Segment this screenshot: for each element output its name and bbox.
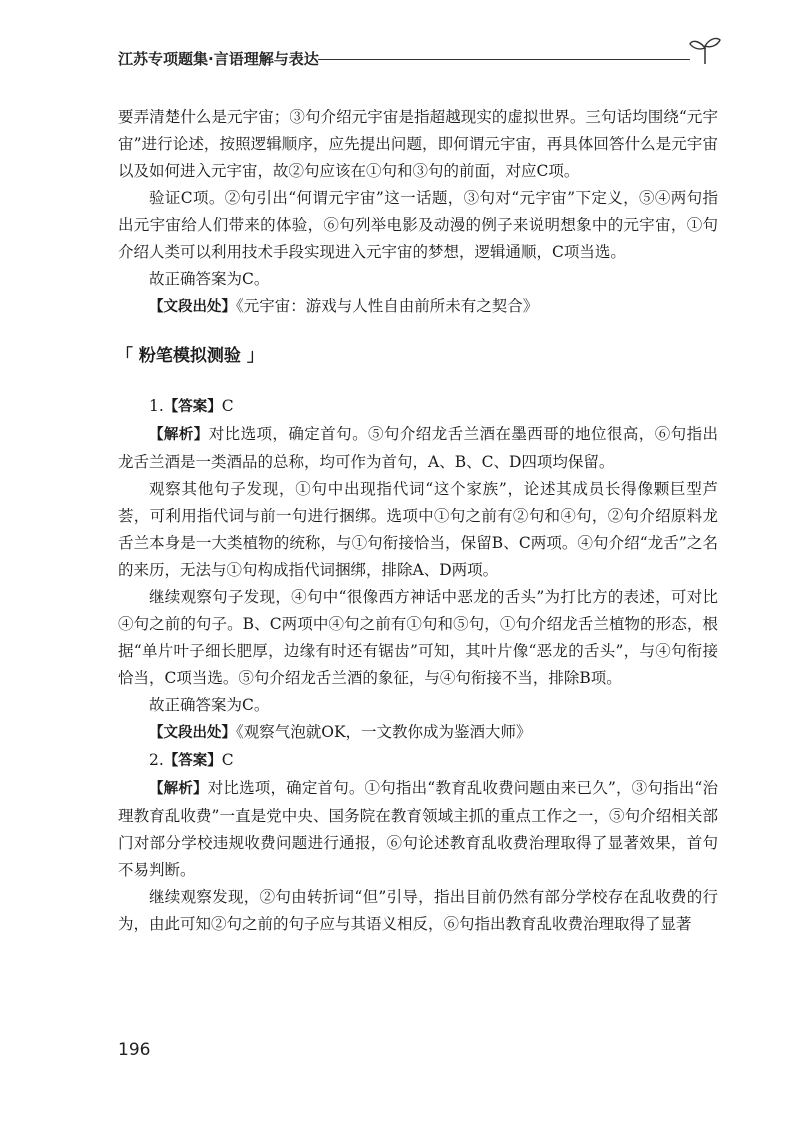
section-title: 「 粉笔模拟测验 」 <box>116 346 264 366</box>
paragraph: 故正确答案为C。 <box>149 696 270 714</box>
analysis-text: 对比选项，确定首句。⑤句介绍龙舌兰酒在墨西哥的地位很高，⑥句指出龙舌兰酒是一类酒品的总称，均可作为首句，A、B、C、D四项均保留。 <box>118 425 718 471</box>
source-label: 【文段出处】 <box>149 725 236 741</box>
answer-value: C <box>221 751 234 769</box>
sprout-icon <box>688 36 722 66</box>
paragraph: 观察其他句子发现，①句中出现指代词“这个家族”，论述其成员长得像颗巨型芦荟，可利用指代词与前一句进行捆绑。选项中①句之前有②句和④句，②句介绍原料龙舌兰本身是一大类植物的统称，与①句衔接恰当，保留B、C两项。④句介绍“龙舌”之名的来历，无法与①句构成指代词捆绑，排除A、D两项。 <box>118 480 718 579</box>
source-label: 【文段出处】 <box>149 299 236 315</box>
answer-line <box>118 393 718 421</box>
answer-value: C <box>221 397 234 415</box>
paragraph: 要弄清楚什么是元宇宙；③句介绍元宇宙是指超越现实的虚拟世界。三句话均围绕“元宇宙”进行论述，按照逻辑顺序，应先提出问题，即何谓元宇宙，再具体回答什么是元宇宙以及如何进入元宇宙，故②句应该在①句和③句的前面，对应C项。 <box>118 108 718 180</box>
paragraph: 继续观察句子发现，④句中“很像西方神话中恶龙的舌头”为打比方的表述，可对比④句之前的句子。B、C两项中④句之前有①句和⑤句，①句介绍龙舌兰植物的形态，根据“单片叶子细长肥厚，边缘有时还有锯齿”可知，其叶片像“恶龙的舌头”，与④句衔接恰当，C项当选。⑤句介绍龙舌兰酒的象征，与④句衔接不当，排除B项。 <box>118 588 718 687</box>
analysis-label: 【解析】 <box>149 427 209 443</box>
analysis-text: 对比选项，确定首句。①句指出“教育乱收费问题由来已久”，③句指出“治理教育乱收费”一直是党中央、国务院在教育领域主抓的重点工作之一，⑤句介绍相关部门对部分学校违规收费问题进行通报，⑥句论述教育乱收费治理取得了显著效果，首句不易判断。 <box>118 779 719 879</box>
source-text: 《观察气泡就OK，一文教你成为鉴酒大师》 <box>236 723 532 741</box>
answer-label: 【答案】 <box>163 753 222 769</box>
analysis-paragraph <box>118 421 718 476</box>
running-header <box>118 34 730 74</box>
page-body <box>118 104 718 938</box>
paragraph: 验证C项。②句引出“何谓元宇宙”这一话题，③句对“元宇宙”下定义，⑤④两句指出元宇宙给人们带来的体验，⑥句列举电影及动漫的例子来说明想象中的元宇宙，①句介绍人类可以利用技术手段实现进入元宇宙的梦想，逻辑通顺，C项当选。 <box>118 189 718 261</box>
answer-label: 【答案】 <box>163 399 222 415</box>
analysis-paragraph <box>118 775 718 884</box>
header-title: 江苏专项题集·言语理解与表达 <box>118 50 319 68</box>
page-number: 196 <box>118 1040 151 1060</box>
analysis-label: 【解析】 <box>149 781 208 797</box>
paragraph: 故正确答案为C。 <box>149 270 270 288</box>
source-line <box>118 719 718 747</box>
source-text: 《元宇宙：游戏与人性自由前所未有之契合》 <box>236 297 539 315</box>
question-number: 1. <box>149 397 164 415</box>
question-number: 2. <box>149 751 164 769</box>
answer-line <box>118 747 718 775</box>
header-rule <box>318 59 690 60</box>
paragraph: 继续观察发现，②句由转折词“但”引导，指出目前仍然有部分学校存在乱收费的行为，由此可知②句之前的句子应与其语义相反，⑥句指出教育乱收费治理取得了显著 <box>118 888 718 933</box>
source-line <box>118 293 718 321</box>
